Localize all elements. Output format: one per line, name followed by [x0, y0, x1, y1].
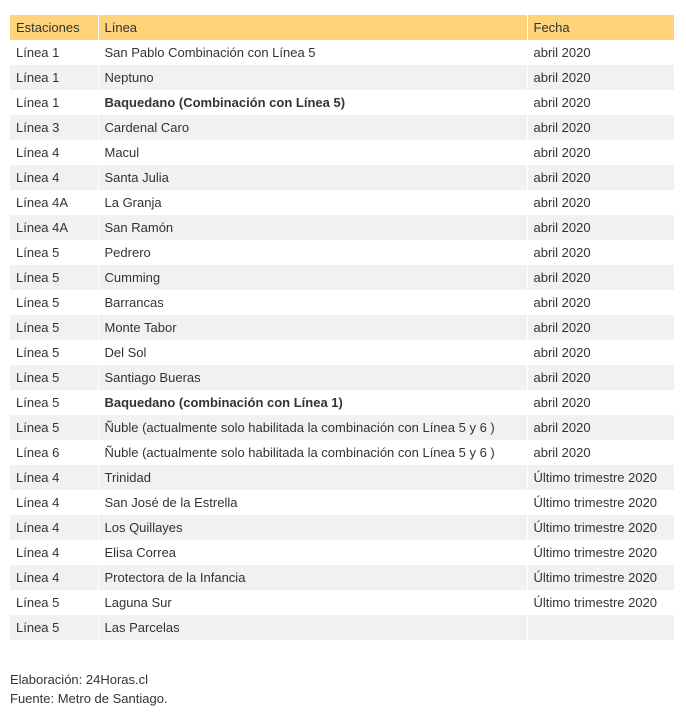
cell-linea: Macul	[98, 140, 527, 165]
cell-estacion: Línea 4	[10, 490, 98, 515]
cell-fecha: abril 2020	[527, 215, 674, 240]
table-row	[10, 90, 674, 115]
cell-linea: Monte Tabor	[98, 315, 527, 340]
cell-estacion: Línea 5	[10, 240, 98, 265]
table-row	[10, 490, 674, 515]
cell-fecha: abril 2020	[527, 90, 674, 115]
table-header	[10, 15, 674, 40]
table-row	[10, 390, 674, 415]
table-row	[10, 590, 674, 615]
cell-fecha: abril 2020	[527, 390, 674, 415]
cell-estacion: Línea 5	[10, 390, 98, 415]
cell-estacion: Línea 5	[10, 340, 98, 365]
table-body	[10, 40, 674, 640]
cell-fecha: abril 2020	[527, 340, 674, 365]
cell-fecha: Último trimestre 2020	[527, 540, 674, 565]
table-row	[10, 565, 674, 590]
cell-fecha: abril 2020	[527, 315, 674, 340]
cell-fecha: abril 2020	[527, 440, 674, 465]
cell-linea: Cardenal Caro	[98, 115, 527, 140]
stations-table	[10, 15, 674, 640]
cell-estacion: Línea 5	[10, 315, 98, 340]
cell-linea: Las Parcelas	[98, 615, 527, 640]
cell-linea: Los Quillayes	[98, 515, 527, 540]
cell-estacion: Línea 4	[10, 140, 98, 165]
cell-estacion: Línea 5	[10, 590, 98, 615]
cell-estacion: Línea 5	[10, 365, 98, 390]
cell-linea: Santiago Bueras	[98, 365, 527, 390]
table-row	[10, 340, 674, 365]
cell-linea: Trinidad	[98, 465, 527, 490]
cell-fecha: Último trimestre 2020	[527, 490, 674, 515]
cell-fecha	[527, 615, 674, 640]
table-row	[10, 540, 674, 565]
cell-fecha: Último trimestre 2020	[527, 565, 674, 590]
table-header-row	[10, 15, 674, 40]
cell-linea: Neptuno	[98, 65, 527, 90]
cell-estacion: Línea 4	[10, 565, 98, 590]
cell-fecha: abril 2020	[527, 115, 674, 140]
table-row	[10, 315, 674, 340]
cell-fecha: Último trimestre 2020	[527, 515, 674, 540]
table-row	[10, 415, 674, 440]
table-row	[10, 440, 674, 465]
cell-estacion: Línea 1	[10, 65, 98, 90]
cell-estacion: Línea 4A	[10, 215, 98, 240]
cell-linea: Ñuble (actualmente solo habilitada la combinación con Línea 5 y 6 )	[98, 440, 527, 465]
cell-fecha: abril 2020	[527, 190, 674, 215]
cell-estacion: Línea 5	[10, 290, 98, 315]
cell-linea: La Granja	[98, 190, 527, 215]
table-row	[10, 140, 674, 165]
stations-table-container	[10, 15, 674, 640]
cell-fecha: abril 2020	[527, 290, 674, 315]
table-row	[10, 115, 674, 140]
cell-linea: Del Sol	[98, 340, 527, 365]
footer-credits	[10, 670, 168, 708]
table-row	[10, 190, 674, 215]
cell-estacion: Línea 4A	[10, 190, 98, 215]
cell-fecha: Último trimestre 2020	[527, 590, 674, 615]
cell-linea: Protectora de la Infancia	[98, 565, 527, 590]
table-row	[10, 515, 674, 540]
cell-linea: San Pablo Combinación con Línea 5	[98, 40, 527, 65]
cell-estacion: Línea 5	[10, 265, 98, 290]
table-row	[10, 215, 674, 240]
table-row	[10, 40, 674, 65]
cell-estacion: Línea 1	[10, 40, 98, 65]
cell-estacion: Línea 4	[10, 540, 98, 565]
cell-estacion: Línea 5	[10, 415, 98, 440]
table-row	[10, 240, 674, 265]
cell-fecha: abril 2020	[527, 165, 674, 190]
cell-linea: Cumming	[98, 265, 527, 290]
cell-linea: Baquedano (Combinación con Línea 5)	[98, 90, 527, 115]
column-header-linea: Línea	[98, 15, 527, 40]
cell-estacion: Línea 4	[10, 465, 98, 490]
table-row	[10, 615, 674, 640]
table-row	[10, 165, 674, 190]
cell-estacion: Línea 1	[10, 90, 98, 115]
cell-estacion: Línea 5	[10, 615, 98, 640]
cell-linea: Baquedano (combinación con Línea 1)	[98, 390, 527, 415]
cell-linea: Laguna Sur	[98, 590, 527, 615]
cell-fecha: abril 2020	[527, 40, 674, 65]
column-header-fecha: Fecha	[527, 15, 674, 40]
cell-linea: Elisa Correa	[98, 540, 527, 565]
table-row	[10, 365, 674, 390]
cell-estacion: Línea 4	[10, 515, 98, 540]
cell-linea: Santa Julia	[98, 165, 527, 190]
cell-linea: Pedrero	[98, 240, 527, 265]
credit-fuente: Fuente: Metro de Santiago.	[10, 691, 168, 706]
cell-fecha: abril 2020	[527, 240, 674, 265]
column-header-estaciones: Estaciones	[10, 15, 98, 40]
cell-fecha: abril 2020	[527, 65, 674, 90]
cell-fecha: abril 2020	[527, 365, 674, 390]
table-row	[10, 290, 674, 315]
cell-linea: San Ramón	[98, 215, 527, 240]
cell-fecha: abril 2020	[527, 415, 674, 440]
cell-estacion: Línea 6	[10, 440, 98, 465]
table-row	[10, 65, 674, 90]
credit-elaboracion: Elaboración: 24Horas.cl	[10, 672, 149, 687]
cell-fecha: Último trimestre 2020	[527, 465, 674, 490]
cell-estacion: Línea 3	[10, 115, 98, 140]
cell-linea: Barrancas	[98, 290, 527, 315]
cell-fecha: abril 2020	[527, 265, 674, 290]
cell-estacion: Línea 4	[10, 165, 98, 190]
cell-fecha: abril 2020	[527, 140, 674, 165]
table-row	[10, 265, 674, 290]
cell-linea: San José de la Estrella	[98, 490, 527, 515]
table-row	[10, 465, 674, 490]
cell-linea: Ñuble (actualmente solo habilitada la combinación con Línea 5 y 6 )	[98, 415, 527, 440]
